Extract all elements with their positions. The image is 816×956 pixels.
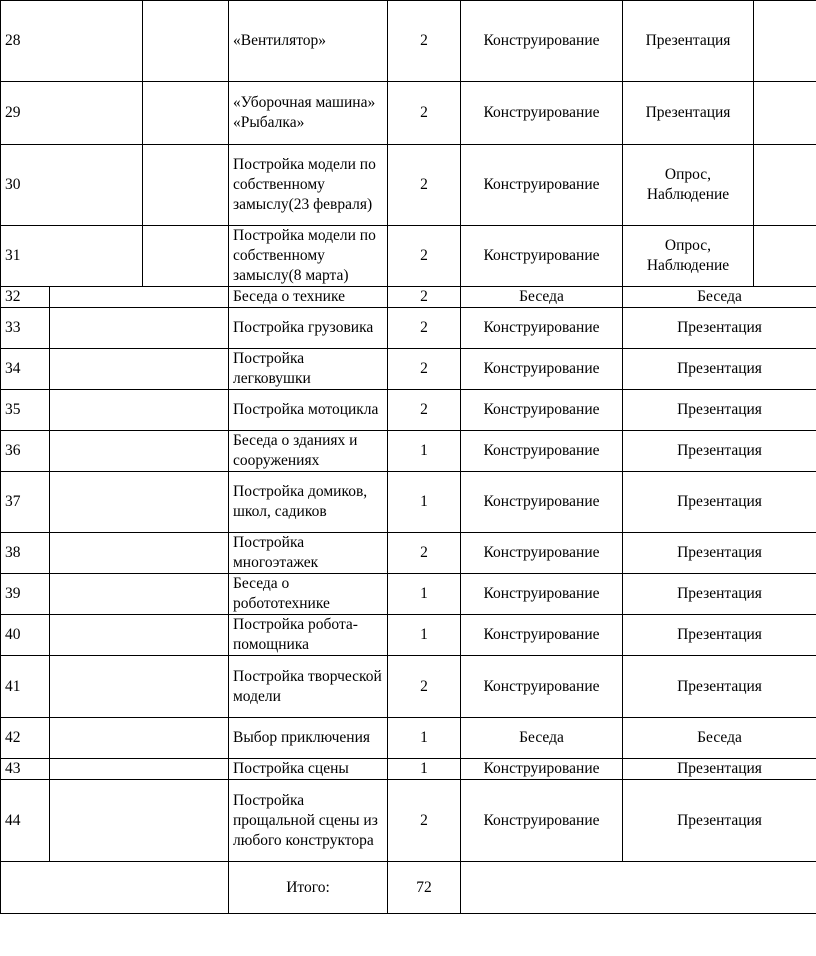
- empty-cell: [50, 574, 229, 615]
- lesson-form: Конструирование: [461, 615, 623, 656]
- table-row: [1, 780, 816, 862]
- table-row: [1, 349, 816, 390]
- empty-cell: [754, 226, 816, 287]
- lesson-form: Конструирование: [461, 759, 623, 780]
- lesson-theme: Постройка модели по собственному замыслу(8 марта): [229, 226, 388, 287]
- lesson-form: Конструирование: [461, 82, 623, 145]
- lesson-form: Беседа: [461, 287, 623, 308]
- empty-cell: [50, 533, 229, 574]
- lesson-theme: Постройка робота-помощника: [229, 615, 388, 656]
- table-row: [1, 308, 816, 349]
- hours-count: 1: [388, 431, 461, 472]
- empty-cell: [461, 862, 816, 914]
- hours-count: 2: [388, 349, 461, 390]
- control-form: Презентация: [623, 656, 816, 718]
- table-row: [1, 287, 816, 308]
- empty-cell: [50, 718, 229, 759]
- table-row: [1, 472, 816, 533]
- empty-cell: [143, 82, 229, 145]
- table-row: [1, 431, 816, 472]
- lesson-theme: Беседа о технике: [229, 287, 388, 308]
- empty-cell: [50, 349, 229, 390]
- lesson-theme: Постройка прощальной сцены из любого конструктора: [229, 780, 388, 862]
- hours-count: 2: [388, 1, 461, 82]
- lesson-theme: Постройка творческой модели: [229, 656, 388, 718]
- table-row: [1, 1, 816, 82]
- control-form: Презентация: [623, 472, 816, 533]
- hours-count: 2: [388, 656, 461, 718]
- row-number: 31: [1, 226, 143, 287]
- row-number: 40: [1, 615, 50, 656]
- empty-cell: [143, 145, 229, 226]
- lesson-form: Конструирование: [461, 656, 623, 718]
- control-form: Презентация: [623, 1, 754, 82]
- control-form: Презентация: [623, 349, 816, 390]
- control-form: Беседа: [623, 718, 816, 759]
- control-form: Презентация: [623, 780, 816, 862]
- table-row: [1, 759, 816, 780]
- empty-cell: [50, 308, 229, 349]
- empty-cell: [50, 472, 229, 533]
- lesson-form: Конструирование: [461, 390, 623, 431]
- control-form: Презентация: [623, 431, 816, 472]
- total-row: [1, 862, 816, 914]
- empty-cell: [143, 1, 229, 82]
- lesson-theme: «Вентилятор»: [229, 1, 388, 82]
- empty-cell: [754, 82, 816, 145]
- table-row: [1, 533, 816, 574]
- hours-count: 2: [388, 533, 461, 574]
- lesson-form: Конструирование: [461, 1, 623, 82]
- empty-cell: [50, 431, 229, 472]
- row-number: 43: [1, 759, 50, 780]
- row-number: 37: [1, 472, 50, 533]
- hours-count: 2: [388, 308, 461, 349]
- hours-count: 2: [388, 780, 461, 862]
- lesson-theme: Постройка мотоцикла: [229, 390, 388, 431]
- row-number: 29: [1, 82, 143, 145]
- row-number: 44: [1, 780, 50, 862]
- lesson-theme: Постройка модели по собственному замыслу(23 февраля): [229, 145, 388, 226]
- hours-count: 1: [388, 615, 461, 656]
- control-form: Презентация: [623, 574, 816, 615]
- lesson-theme: Выбор приключения: [229, 718, 388, 759]
- lesson-theme: Беседа о робототехнике: [229, 574, 388, 615]
- control-form: Презентация: [623, 390, 816, 431]
- lesson-form: Конструирование: [461, 145, 623, 226]
- control-form: Презентация: [623, 533, 816, 574]
- table-row: [1, 226, 816, 287]
- hours-count: 1: [388, 718, 461, 759]
- lesson-theme: Постройка сцены: [229, 759, 388, 780]
- lesson-theme: Постройка многоэтажек: [229, 533, 388, 574]
- table-row: [1, 615, 816, 656]
- lesson-form: Беседа: [461, 718, 623, 759]
- empty-cell: [50, 759, 229, 780]
- lesson-form: Конструирование: [461, 574, 623, 615]
- row-number: 32: [1, 287, 50, 308]
- control-form: Презентация: [623, 615, 816, 656]
- control-form: Презентация: [623, 759, 816, 780]
- row-number: 30: [1, 145, 143, 226]
- row-number: 36: [1, 431, 50, 472]
- hours-count: 2: [388, 287, 461, 308]
- table-row: [1, 390, 816, 431]
- empty-cell: [50, 656, 229, 718]
- empty-cell: [143, 226, 229, 287]
- row-number: 34: [1, 349, 50, 390]
- hours-count: 1: [388, 759, 461, 780]
- row-number: 39: [1, 574, 50, 615]
- control-form: Презентация: [623, 82, 754, 145]
- lesson-form: Конструирование: [461, 431, 623, 472]
- table-row: [1, 656, 816, 718]
- row-number: 35: [1, 390, 50, 431]
- hours-count: 2: [388, 390, 461, 431]
- table-row: [1, 718, 816, 759]
- empty-cell: [50, 390, 229, 431]
- lesson-theme: Постройка легковушки: [229, 349, 388, 390]
- table-row: [1, 145, 816, 226]
- lesson-form: Конструирование: [461, 349, 623, 390]
- table-row: [1, 574, 816, 615]
- row-number: 33: [1, 308, 50, 349]
- empty-cell: [1, 862, 229, 914]
- empty-cell: [754, 145, 816, 226]
- empty-cell: [50, 615, 229, 656]
- row-number: 41: [1, 656, 50, 718]
- lesson-theme: Беседа о зданиях и сооружениях: [229, 431, 388, 472]
- control-form: Презентация: [623, 308, 816, 349]
- control-form: Опрос, Наблюдение: [623, 226, 754, 287]
- table-row: [1, 82, 816, 145]
- lesson-form: Конструирование: [461, 308, 623, 349]
- empty-cell: [754, 1, 816, 82]
- hours-count: 1: [388, 574, 461, 615]
- row-number: 38: [1, 533, 50, 574]
- lesson-form: Конструирование: [461, 226, 623, 287]
- lesson-theme: «Уборочная машина» «Рыбалка»: [229, 82, 388, 145]
- total-label: Итого:: [229, 862, 388, 914]
- lesson-form: Конструирование: [461, 780, 623, 862]
- lesson-theme: Постройка домиков, школ, садиков: [229, 472, 388, 533]
- hours-count: 1: [388, 472, 461, 533]
- control-form: Беседа: [623, 287, 816, 308]
- lesson-form: Конструирование: [461, 472, 623, 533]
- hours-count: 2: [388, 82, 461, 145]
- row-number: 42: [1, 718, 50, 759]
- hours-count: 2: [388, 145, 461, 226]
- hours-count: 2: [388, 226, 461, 287]
- empty-cell: [50, 780, 229, 862]
- lesson-form: Конструирование: [461, 533, 623, 574]
- total-hours: 72: [388, 862, 461, 914]
- control-form: Опрос, Наблюдение: [623, 145, 754, 226]
- lesson-theme: Постройка грузовика: [229, 308, 388, 349]
- row-number: 28: [1, 1, 143, 82]
- empty-cell: [50, 287, 229, 308]
